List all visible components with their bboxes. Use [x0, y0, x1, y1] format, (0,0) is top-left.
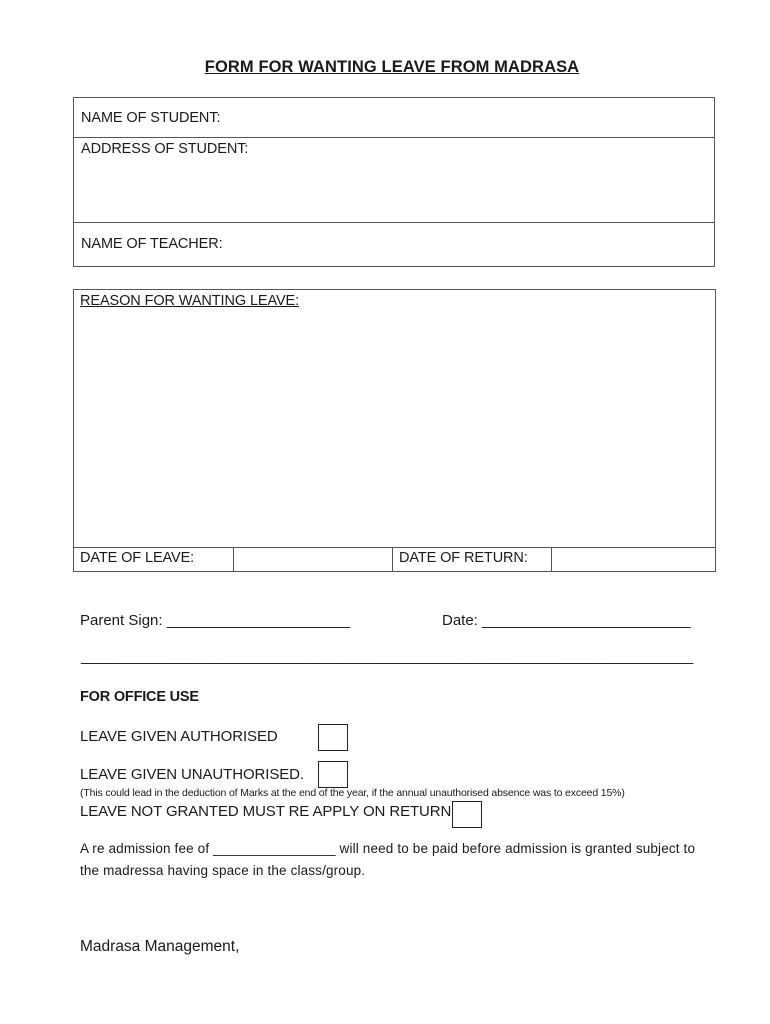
unauthorised-checkbox[interactable] — [318, 761, 348, 788]
fee-text-line-1: A re admission fee of ________________ will need to be paid before admission is granted subject to — [80, 841, 696, 856]
separator-line: ______________________________________________________________________________ — [81, 648, 693, 665]
student-box-divider-1 — [73, 137, 715, 138]
unauthorised-label: LEAVE GIVEN UNAUTHORISED. — [80, 766, 304, 783]
parent-sign-line: Parent Sign: ______________________ — [80, 612, 351, 629]
student-address-label: ADDRESS OF STUDENT: — [81, 141, 249, 157]
authorised-label: LEAVE GIVEN AUTHORISED — [80, 728, 278, 745]
not-granted-label: LEAVE NOT GRANTED MUST RE APPLY ON RETURN — [80, 803, 452, 820]
date-cell-divider-1 — [233, 547, 234, 572]
date-line: Date: _________________________ — [442, 612, 691, 629]
reason-label: REASON FOR WANTING LEAVE: — [80, 293, 300, 309]
reason-box — [73, 289, 716, 572]
management-signoff: Madrasa Management, — [80, 938, 240, 955]
unauthorised-note: (This could lead in the deduction of Marks at the end of the year, if the annual unauthorised absence was to exceed 15%) — [80, 787, 625, 799]
date-of-return-label: DATE OF RETURN: — [399, 550, 528, 566]
date-cell-divider-2 — [392, 547, 393, 572]
date-of-leave-label: DATE OF LEAVE: — [80, 550, 195, 566]
not-granted-checkbox[interactable] — [452, 801, 482, 828]
teacher-name-label: NAME OF TEACHER: — [81, 236, 223, 252]
date-cell-divider-3 — [551, 547, 552, 572]
fee-text-line-2: the madressa having space in the class/group. — [80, 863, 366, 878]
form-title: FORM FOR WANTING LEAVE FROM MADRASA — [204, 58, 580, 76]
office-use-heading: FOR OFFICE USE — [80, 689, 199, 705]
student-box-divider-2 — [73, 222, 715, 223]
student-name-label: NAME OF STUDENT: — [81, 110, 221, 126]
authorised-checkbox[interactable] — [318, 724, 348, 751]
reason-box-divider — [73, 547, 716, 548]
